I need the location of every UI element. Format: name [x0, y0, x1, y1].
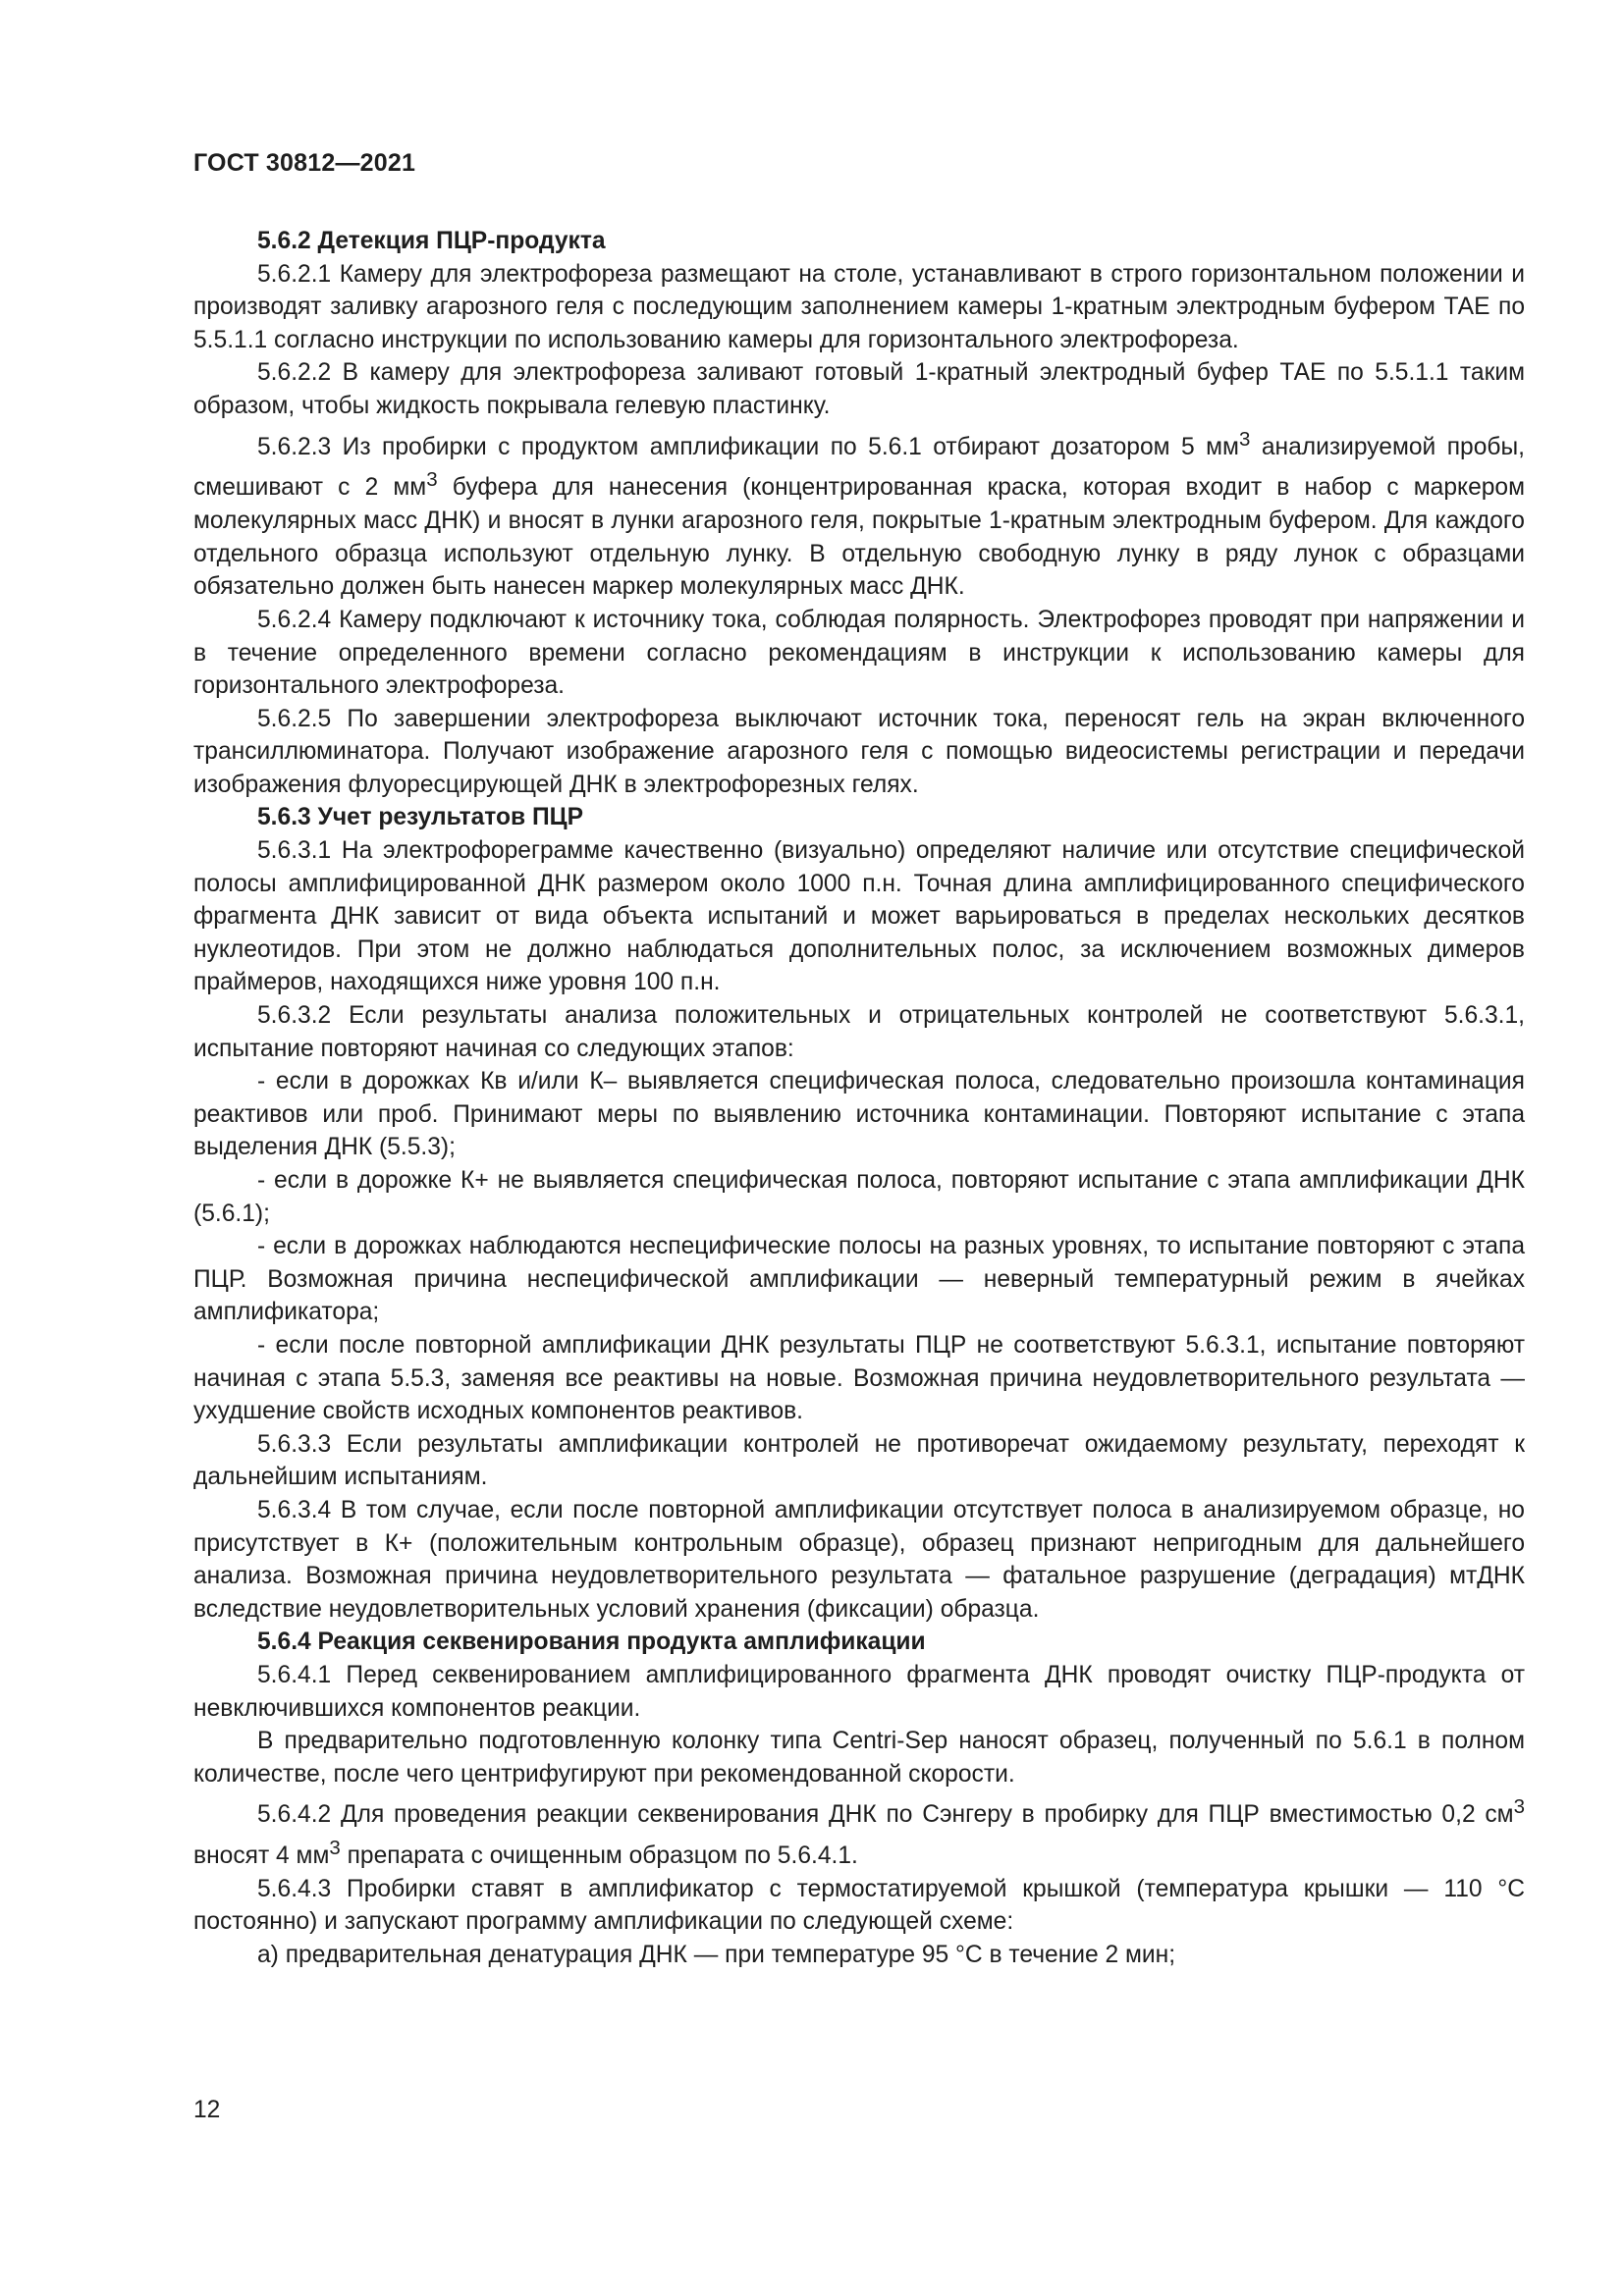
paragraph-5-6-4-2-part-c: препарата с очищенным образцом по 5.6.4.1. [340, 1842, 858, 1870]
list-item: - если в дорожках наблюдаются неспецифические полосы на разных уровнях, то испытание повторяют с этапа ПЦР. Возможная причина неспецифической амплификации — неверный температурный режим в ячейках амплификатора; [193, 1233, 1525, 1326]
paragraph-5-6-3-2: 5.6.3.2 Если результаты анализа положительных и отрицательных контролей не соответствуют 5.6.3.1, испытание повторяют начиная со следующих этапов: [193, 1002, 1525, 1062]
paragraph-5-6-2-3-part-b: анализируемой пробы, смешивают с 2 мм [193, 433, 1525, 502]
paragraph-5-6-2-3-part-a: 5.6.2.3 Из пробирки с продуктом амплификации по 5.6.1 отбирают дозатором 5 мм [257, 433, 1239, 460]
paragraph-5-6-2-3 [193, 423, 1525, 604]
superscript-cube: 3 [426, 468, 438, 492]
list-item: - если в дорожке К+ не выявляется специфическая полоса, повторяют испытание с этапа амплификации ДНК (5.6.1); [193, 1167, 1525, 1227]
paragraph-5-6-4-1: 5.6.4.1 Перед секвенированием амплифицированного фрагмента ДНК проводят очистку ПЦР-продукта от невключившихся компонентов реакции. [193, 1661, 1525, 1722]
list-item: - если в дорожках Кв и/или К– выявляется специфическая полоса, следовательно произошла контаминация реактивов или проб. Принимают меры по выявлению источника контаминации. Повторяют испытание с этапа выделения ДНК (5.5.3); [193, 1068, 1525, 1161]
superscript-cube: 3 [1238, 427, 1251, 451]
document-body [193, 225, 1525, 1972]
paragraph-5-6-3-1: 5.6.3.1 На электрофореграмме качественно (визуально) определяют наличие или отсутствие специфической полосы амплифицированной ДНК размером около 1000 п.н. Точная длина амплифицированного специфического фрагмента ДНК зависит от вида объекта испытаний и может варьироваться в пределах нескольких десятков нуклеотидов. При этом не должно наблюдаться дополнительных полос, за исключением возможных димеров праймеров, находящихся ниже уровня 100 п.н. [193, 837, 1525, 996]
section-title-5-6-2: 5.6.2 Детекция ПЦР-продукта [257, 228, 606, 254]
document-header: ГОСТ 30812—2021 [193, 149, 416, 177]
paragraph-5-6-2-4: 5.6.2.4 Камеру подключают к источнику тока, соблюдая полярность. Электрофорез проводят при напряжении и в течение определенного времени согласно рекомендациям в инструкции к использованию камеры для горизонтального электрофореза. [193, 606, 1525, 700]
paragraph-centri-sep: В предварительно подготовленную колонку типа Centri-Sep наносят образец, полученный по 5.6.1 в полном количестве, после чего центрифугируют при рекомендованной скорости. [193, 1728, 1525, 1788]
paragraph-5-6-2-5: 5.6.2.5 По завершении электрофореза выключают источник тока, переносят гель на экран включенного трансиллюминатора. Получают изображение агарозного геля с помощью видеосистемы регистрации и передачи изображения флуоресцирующей ДНК в электрофорезных гелях. [193, 705, 1525, 798]
list-item: - если после повторной амплификации ДНК результаты ПЦР не соответствуют 5.6.3.1, испытание повторяют начиная с этапа 5.5.3, заменяя все реактивы на новые. Возможная причина неудовлетворительного результата — ухудшение свойств исходных компонентов реактивов. [193, 1331, 1525, 1425]
list-item: а) предварительная денатурация ДНК — при температуре 95 °С в течение 2 мин; [257, 1942, 1176, 1969]
paragraph-5-6-4-2-part-b: вносят 4 мм [193, 1842, 330, 1870]
paragraph-5-6-4-2 [193, 1790, 1525, 1873]
paragraph-5-6-4-2-part-a: 5.6.4.2 Для проведения реакции секвенирования ДНК по Сэнгеру в пробирку для ПЦР вместимостью 0,2 см [257, 1801, 1514, 1829]
page-number: 12 [193, 2097, 221, 2123]
paragraph-5-6-3-3: 5.6.3.3 Если результаты амплификации контролей не противоречат ожидаемому результату, переходят к дальнейшим испытаниям. [193, 1430, 1525, 1491]
superscript-cube: 3 [329, 1837, 341, 1860]
paragraph-5-6-2-3-part-c: буфера для нанесения (концентрированная краска, которая входит в набор с маркером молекулярных масс ДНК) и вносят в лунки агарозного геля, покрытые 1-кратным электродным буфером. Для каждого отдельного образца используют отдельную лунку. В отдельную свободную лунку в ряду лунок с образцами обязательно должен быть нанесен маркер молекулярных масс ДНК. [193, 474, 1526, 601]
section-title-5-6-3: 5.6.3 Учет результатов ПЦР [257, 804, 584, 831]
superscript-cube: 3 [1513, 1795, 1525, 1819]
paragraph-5-6-2-2: 5.6.2.2 В камеру для электрофореза заливают готовый 1-кратный электродный буфер ТАЕ по 5.5.1.1 таким образом, чтобы жидкость покрывала гелевую пластинку. [193, 359, 1525, 419]
paragraph-5-6-2-1: 5.6.2.1 Камеру для электрофореза размещают на столе, устанавливают в строго горизонтальном положении и производят заливку агарозного геля с последующим заполнением камеры 1-кратным электродным буфером ТАЕ по 5.5.1.1 согласно инструкции по использованию камеры для горизонтального электрофореза. [193, 260, 1525, 353]
section-title-5-6-4: 5.6.4 Реакция секвенирования продукта амплификации [257, 1629, 926, 1656]
paragraph-5-6-3-4: 5.6.3.4 В том случае, если после повторной амплификации отсутствует полоса в анализируемом образце, но присутствует в К+ (положительным контрольным образце), образец признают непригодным для дальнейшего анализа. Возможная причина неудовлетворительного результата — фатальное разрушение (деградация) мтДНК вследствие неудовлетворительных условий хранения (фиксации) образца. [193, 1496, 1525, 1623]
paragraph-5-6-4-3: 5.6.4.3 Пробирки ставят в амплификатор с термостатируемой крышкой (температура крышки — 110 °С постоянно) и запускают программу амплификации по следующей схеме: [193, 1875, 1525, 1936]
